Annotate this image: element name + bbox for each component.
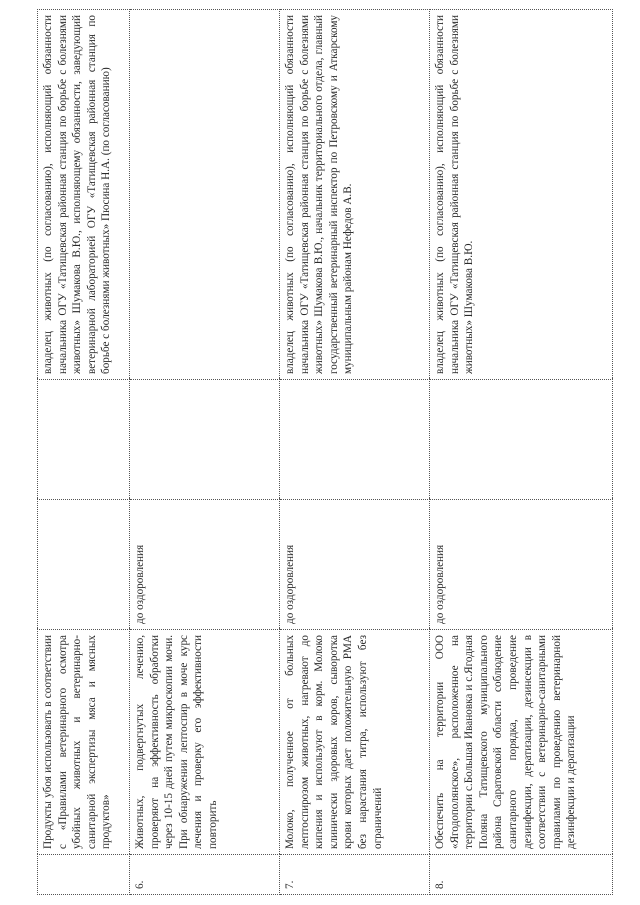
measure-cell: Животных, подвергнутых лечению, проверяют на эффективность обработки через 10-15 дней путем микроскопии мочи. При обнаружении лептоспир в моче курс лечения и проверку его эффективности повторить (130, 630, 280, 855)
responsible-cell: владелец животных (по согласованию), исполняющий обязанности начальника ОГУ «Татищевская районная станция по борьбе с болезнями животных» Шумакова В.Ю. (430, 10, 613, 380)
table-row (430, 10, 613, 895)
measure-cell: Продукты убоя использовать в соответствии с «Правилами ветеринарного осмотра убойных животных и ветеринарно-санитарной экспертизы мяса и мясных продуктов» (38, 630, 130, 855)
row-number: 6. (130, 855, 280, 895)
measure-cell: Обеспечить на территории ООО «Ягодополянское», расположенное на территории с.Большая Ивановка и с.Ягодная Поляна Татищевского муниципального района Саратовской области соблюдение санитарного порядка, проведение дезинфекции, дератизации, дезинсекции в соответствии с ветеринарно-санитарными правилами по проведению ветеринарной дезинфекции и дератизации (430, 630, 613, 855)
empty-cell (280, 380, 430, 500)
responsible-cell: владелец животных (по согласованию), исполняющий обязанности начальника ОГУ «Татищевская районная станция по борьбе с болезнями животных» Шумакова В.Ю., начальник территориального отдела, главный государственный ветеринарный инспектор по Петровскому и Аткарскому муниципальным районам Нефедов А.В. (280, 10, 430, 380)
table-row (38, 10, 130, 895)
term-cell: до оздоровления (280, 500, 430, 630)
document-sheet (37, 10, 612, 895)
empty-cell (130, 380, 280, 500)
responsible-cell (130, 10, 280, 380)
term-cell (38, 500, 130, 630)
table-row (280, 10, 430, 895)
empty-cell (38, 380, 130, 500)
row-number (38, 855, 130, 895)
measures-table (37, 9, 613, 895)
term-cell: до оздоровления (430, 500, 613, 630)
measure-cell: Молоко, полученное от больных лептоспирозом животных, нагревают до кипения и используют в корм. Молоко клинически здоровых коров, сыворотка крови которых дает положительную РМА без нарастания титра, используют без ограничений (280, 630, 430, 855)
row-number: 7. (280, 855, 430, 895)
empty-cell (430, 380, 613, 500)
rotated-page (37, 10, 612, 895)
term-cell: до оздоровления (130, 500, 280, 630)
responsible-cell: владелец животных (по согласованию), исполняющий обязанности начальника ОГУ «Татищевская районная станция по борьбе с болезнями животных» Шумакова В.Ю., исполняющему обязанности, заведующий ветеринарной лабораторией ОГУ «Татищевская районная станция по борьбе с болезнями животных» Пюсина Н.А. (по согласованию) (38, 10, 130, 380)
table-row (130, 10, 280, 895)
row-number: 8. (430, 855, 613, 895)
